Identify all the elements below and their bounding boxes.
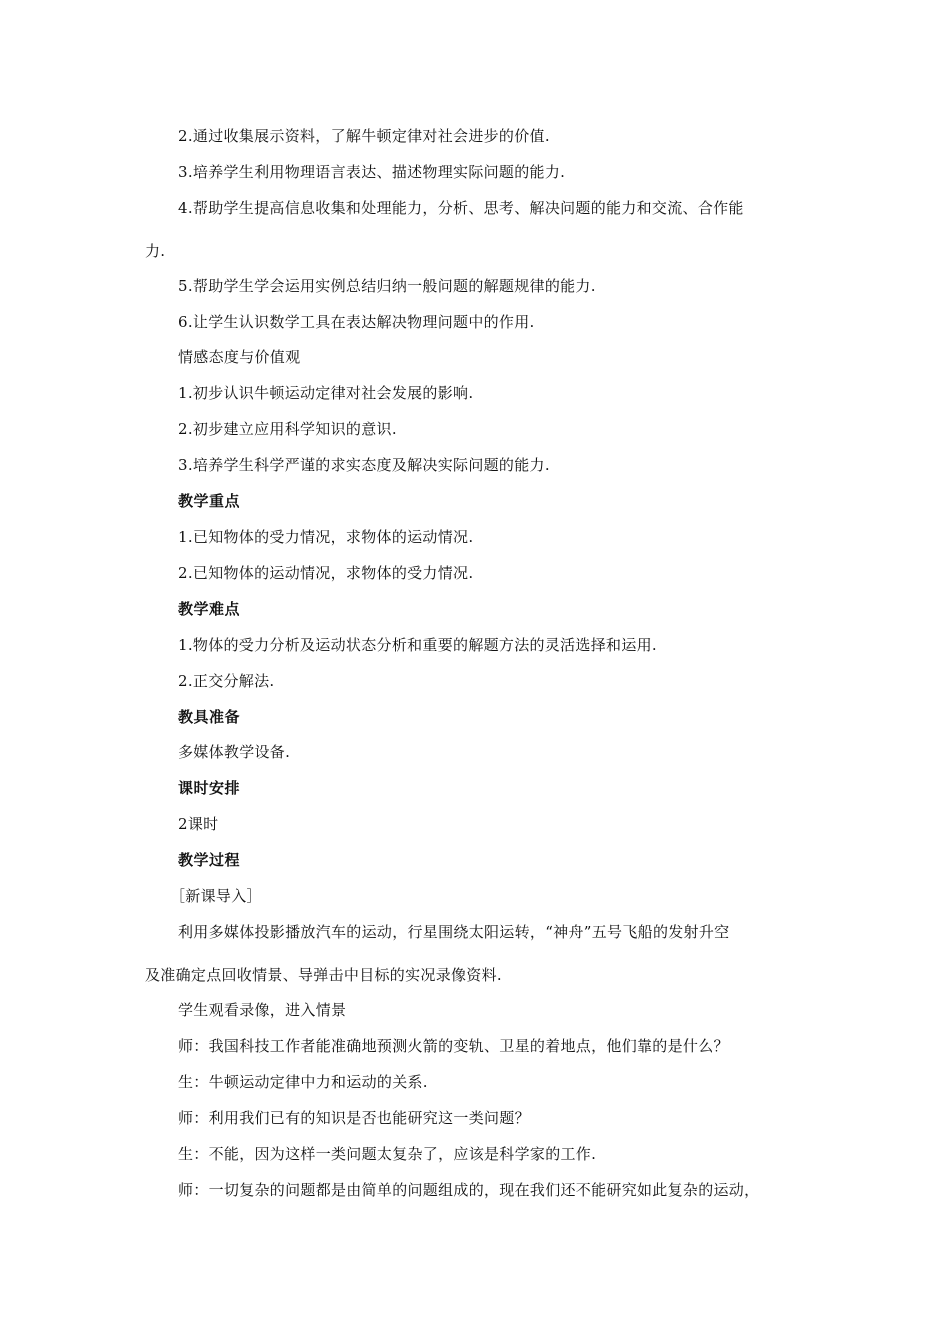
- heading-teaching-process: 教学过程: [178, 851, 241, 869]
- objective-3: 3.培养学生利用物理语言表达、描述物理实际问题的能力.: [178, 163, 566, 181]
- attitude-3: 3.培养学生科学严谨的求实态度及解决实际问题的能力.: [178, 456, 550, 474]
- difficulty-1: 1.物体的受力分析及运动状态分析和重要的解题方法的灵活选择和运用.: [178, 636, 657, 654]
- attitude-2: 2.初步建立应用科学知识的意识.: [178, 420, 397, 438]
- heading-class-hours: 课时安排: [178, 779, 241, 797]
- students-watch: 学生观看录像，进入情景: [178, 1001, 347, 1019]
- heading-teaching-aids: 教具准备: [178, 708, 241, 726]
- dialogue-teacher-3: 师：一切复杂的问题都是由简单的问题组成的，现在我们还不能研究如此复杂的运动，: [178, 1181, 760, 1199]
- objective-5: 5.帮助学生学会运用实例总结归纳一般问题的解题规律的能力.: [178, 277, 596, 295]
- difficulty-2: 2.正交分解法.: [178, 672, 275, 690]
- key-point-1: 1.已知物体的受力情况，求物体的运动情况.: [178, 528, 474, 546]
- objective-6: 6.让学生认识数学工具在表达解决物理问题中的作用.: [178, 313, 535, 331]
- dialogue-student-2: 生：不能，因为这样一类问题太复杂了，应该是科学家的工作.: [178, 1145, 597, 1163]
- intro-paragraph-continued: 及准确定点回收情景、导弹击中目标的实况录像资料.: [145, 966, 502, 984]
- intro-paragraph: 利用多媒体投影播放汽车的运动，行星围绕太阳运转，“神舟”五号飞船的发射升空: [178, 923, 730, 941]
- objective-2: 2.通过收集展示资料，了解牛顿定律对社会进步的价值.: [178, 127, 550, 145]
- subheading-attitude-values: 情感态度与价值观: [178, 348, 301, 366]
- dialogue-student-1: 生：牛顿运动定律中力和运动的关系.: [178, 1073, 428, 1091]
- objective-4: 4.帮助学生提高信息收集和处理能力，分析、思考、解决问题的能力和交流、合作能: [178, 199, 744, 217]
- attitude-1: 1.初步认识牛顿运动定律对社会发展的影响.: [178, 384, 474, 402]
- class-hours-text: 2课时: [178, 815, 219, 833]
- subheading-new-lesson-intro: ［新课导入］: [170, 887, 262, 905]
- heading-difficulties: 教学难点: [178, 600, 241, 618]
- objective-4-continued: 力.: [145, 242, 166, 260]
- dialogue-teacher-1: 师：我国科技工作者能准确地预测火箭的变轨、卫星的着地点，他们靠的是什么？: [178, 1037, 729, 1055]
- teaching-aids-text: 多媒体教学设备.: [178, 743, 291, 761]
- heading-key-points: 教学重点: [178, 492, 241, 510]
- dialogue-teacher-2: 师：利用我们已有的知识是否也能研究这一类问题？: [178, 1109, 530, 1127]
- key-point-2: 2.已知物体的运动情况，求物体的受力情况.: [178, 564, 474, 582]
